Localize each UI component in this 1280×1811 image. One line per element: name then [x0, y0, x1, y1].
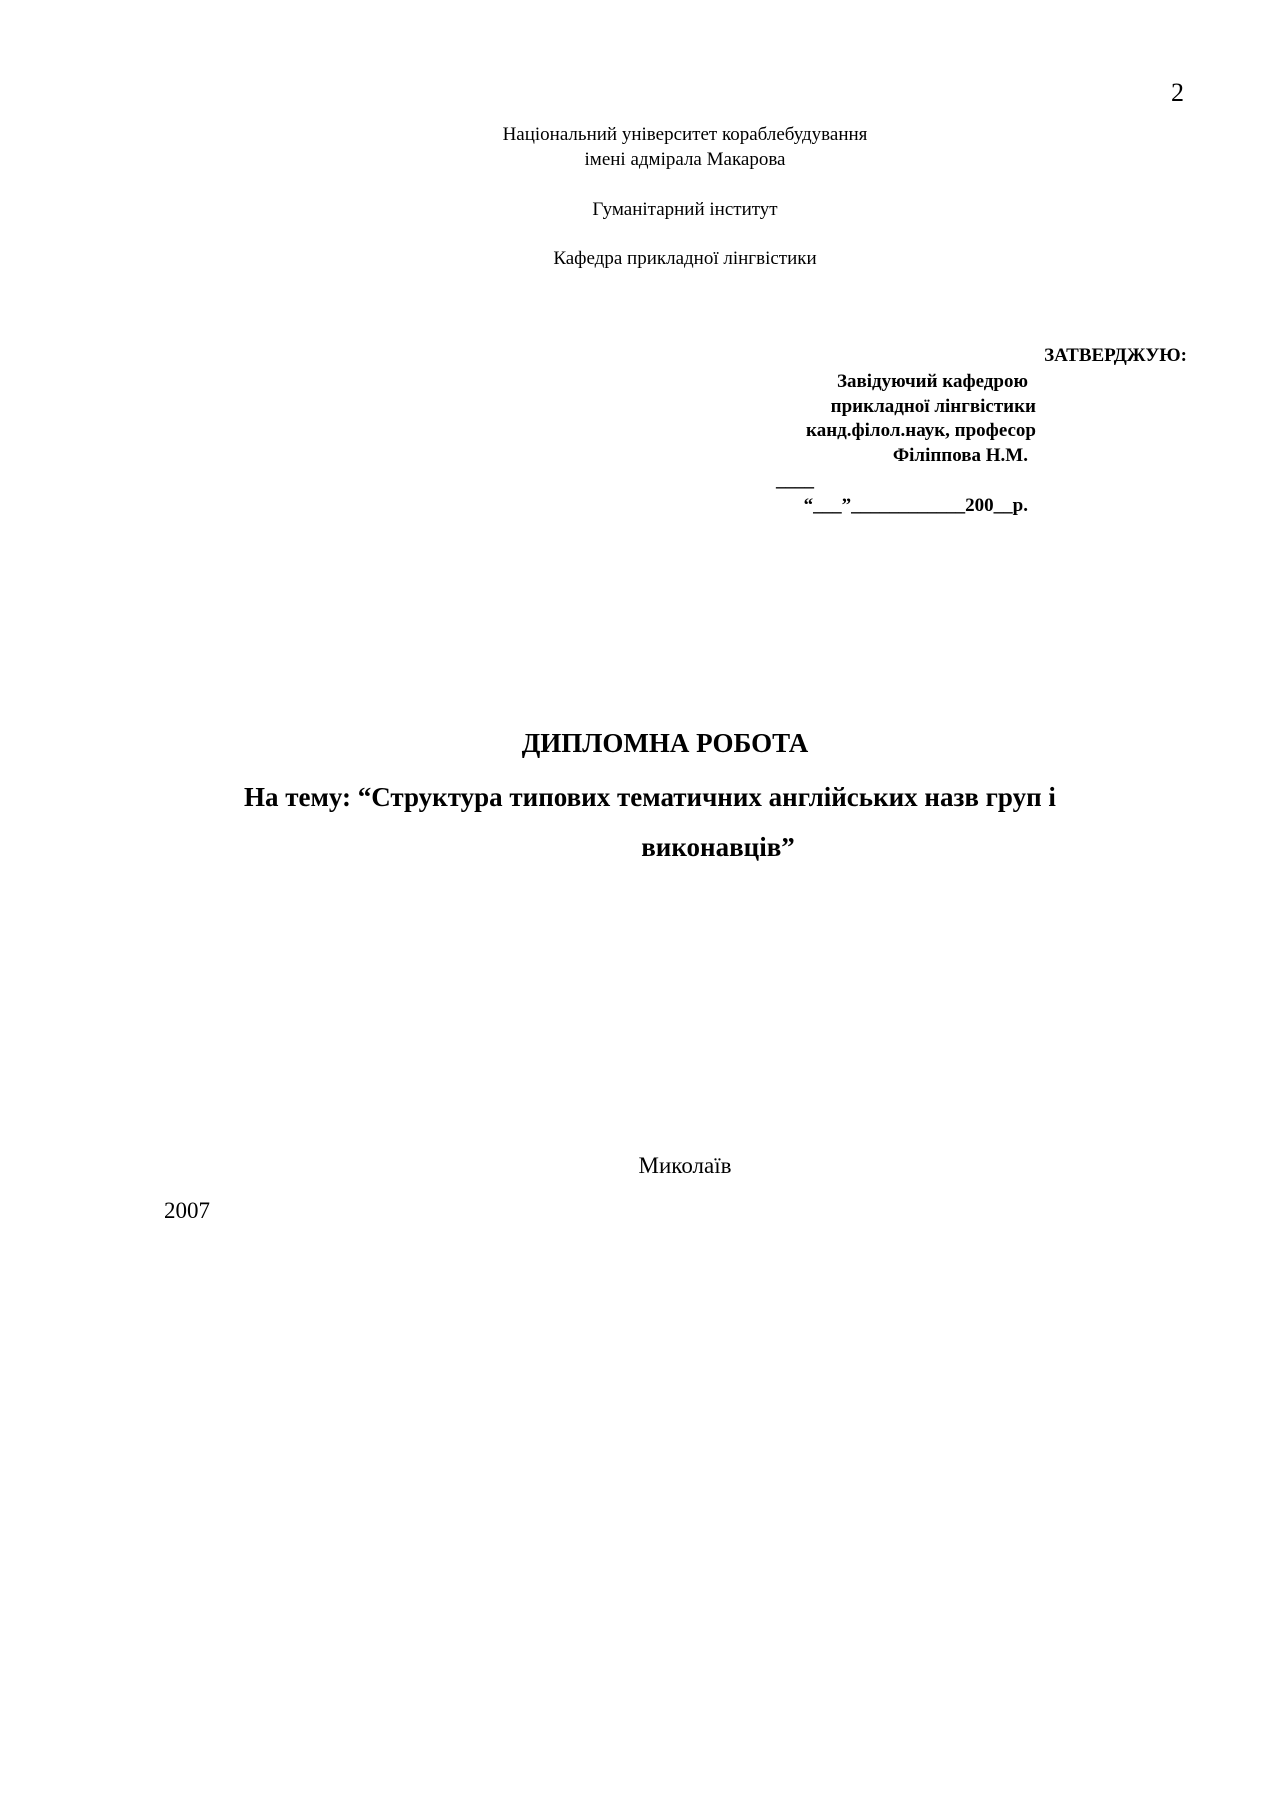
- approval-position: Завідуючий кафедрою: [836, 371, 1028, 392]
- approval-label: ЗАТВЕРДЖУЮ:: [1044, 345, 1187, 366]
- city: Миколаїв: [638, 1153, 732, 1178]
- approval-department: прикладної лінгвістики: [830, 396, 1036, 417]
- page-number: 2: [1171, 78, 1184, 107]
- topic-line-2: виконавців”: [641, 832, 795, 862]
- header-block: [0, 122, 1280, 172]
- document-title: ДИПЛОМНА РОБОТА: [521, 728, 809, 758]
- topic-line-1: На тему: “Структура типових тематичних англійських назв груп і: [244, 782, 1056, 812]
- approval-date: “___”____________200__р.: [803, 495, 1028, 516]
- department-name: Кафедра прикладної лінгвістики: [553, 248, 817, 269]
- signature-blank: ____: [776, 470, 814, 491]
- university-name-line2: імені адмірала Макарова: [584, 149, 786, 170]
- approval-degree: канд.філол.наук, професор: [806, 420, 1036, 441]
- year: 2007: [164, 1198, 210, 1223]
- approval-name: Філіппова Н.М.: [892, 445, 1028, 466]
- university-name: Національний університет кораблебудування: [502, 124, 868, 145]
- institute-name: Гуманітарний інститут: [592, 199, 778, 220]
